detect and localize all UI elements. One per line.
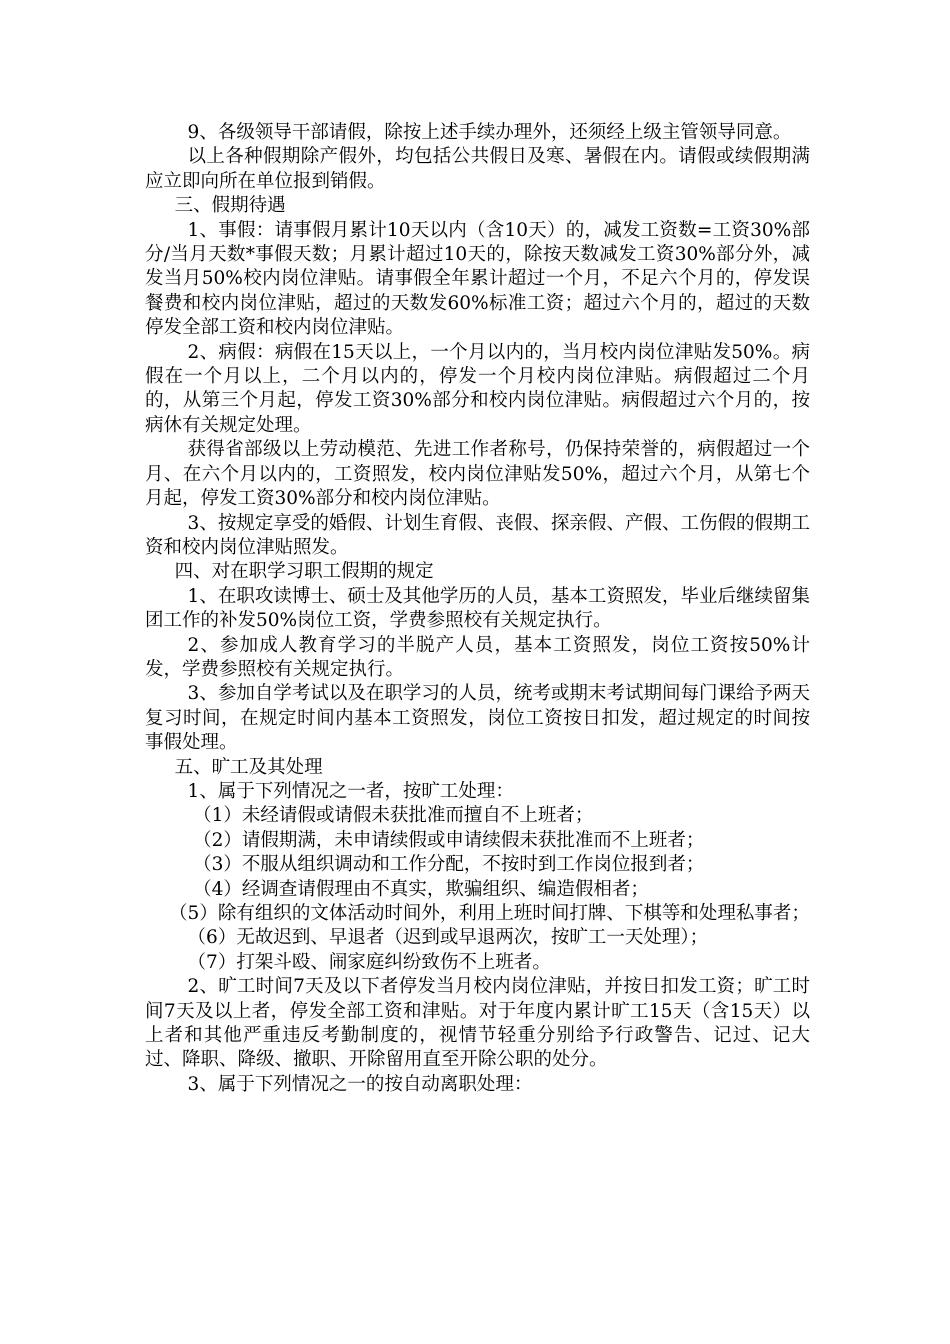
- paragraph-absenteeism-penalties: 2、旷工时间7天及以下者停发当月校内岗位津贴，并按日扣发工资；旷工时间7天及以上者，停发全部工资和津贴。对于年度内累计旷工15天（含15天）以上者和其他严重违反考勤制度的，视情节轻重分别给予行政警告、记过、记大过、降职、降级、撤职、开除留用直至开除公职的处分。: [145, 976, 810, 1071]
- list-item-absence-7: （7）打架斗殴、闹家庭纠纷致伤不上班者。: [187, 951, 551, 973]
- section-heading-leave-benefits: 三、假期待遇: [174, 195, 286, 217]
- document-body: [145, 121, 810, 1097]
- section-heading-absenteeism: 五、旷工及其处理: [174, 756, 323, 778]
- paragraph-adult-education: 2、参加成人教育学习的半脱产人员，基本工资照发，岗位工资按50%计发，学费参照校有关规定执行。: [145, 634, 810, 680]
- paragraph-model-workers: 获得省部级以上劳动模范、先进工作者称号，仍保持荣誉的，病假超过一个月、在六个月以内的，工资照发，校内岗位津贴发50%，超过六个月，从第七个月起，停发工资30%部分和校内岗位津贴。: [145, 439, 810, 510]
- paragraph-personal-leave: 1、事假：请事假月累计10天以内（含10天）的，减发工资数=工资30%部分/当月天数*事假天数；月累计超过10天的，除按天数减发工资30%部分外，减发当月50%校内岗位津贴。请事假全年累计超过一个月，不足六个月的，停发误餐费和校内岗位津贴，超过的天数发60%标准工资；超过六个月的，超过的天数停发全部工资和校内岗位津贴。: [145, 219, 810, 339]
- paragraph-sick-leave: 2、病假：病假在15天以上，一个月以内的，当月校内岗位津贴发50%。病假在一个月以上，二个月以内的，停发一个月校内岗位津贴。病假超过二个月的，从第三个月起，停发工资30%部分和校内岗位津贴。病假超过六个月的，按病休有关规定处理。: [145, 341, 810, 436]
- paragraph-absenteeism-cases: 1、属于下列情况之一者，按旷工处理：: [187, 780, 514, 802]
- list-item-absence-1: （1）未经请假或请假未获批准而擅自不上班者；: [193, 805, 594, 827]
- list-item-absence-6: （6）无故迟到、早退者（迟到或早退两次，按旷工一天处理）；: [187, 927, 709, 949]
- paragraph-holidays-included: 以上各种假期除产假外，均包括公共假日及寒、暑假在内。请假或续假期满应立即向所在单位报到销假。: [145, 146, 810, 192]
- list-item-absence-5: （5）除有组织的文体活动时间外，利用上班时间打牌、下棋等和处理私事者；: [169, 903, 810, 924]
- paragraph-self-study-exam: 3、参加自学考试以及在职学习的人员，统考或期末考试期间每门课给予两天复习时间，在规定时间内基本工资照发，岗位工资按日扣发，超过规定的时间按事假处理。: [145, 683, 810, 754]
- paragraph-leave-approval: 9、各级领导干部请假，除按上述手续办理外，还须经上级主管领导同意。: [187, 122, 792, 143]
- section-heading-study-leave: 四、对在职学习职工假期的规定: [174, 561, 434, 583]
- paragraph-voluntary-resignation: 3、属于下列情况之一的按自动离职处理：: [187, 1073, 533, 1095]
- list-item-absence-4: （4）经调查请假理由不真实，欺骗组织、编造假相者；: [193, 878, 649, 900]
- list-item-absence-2: （2）请假期满，未申请续假或申请续假未获批准而不上班者；: [193, 829, 705, 851]
- list-item-absence-3: （3）不服从组织调动和工作分配，不按时到工作岗位报到者；: [193, 854, 705, 876]
- paragraph-degree-study: 1、在职攻读博士、硕士及其他学历的人员，基本工资照发，毕业后继续留集团工作的补发50%岗位工资，学费参照校有关规定执行。: [145, 585, 810, 632]
- paragraph-statutory-leave: 3、按规定享受的婚假、计划生育假、丧假、探亲假、产假、工伤假的假期工资和校内岗位津贴照发。: [145, 512, 810, 558]
